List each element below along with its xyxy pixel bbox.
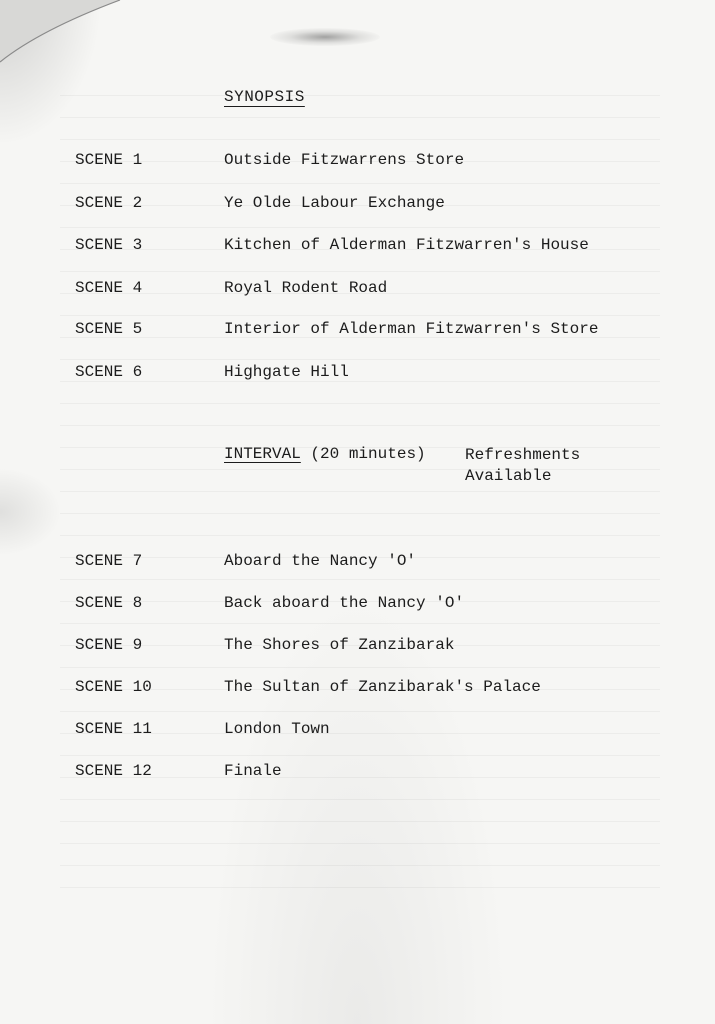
- scene-label: SCENE 6: [75, 363, 143, 381]
- synopsis-title: SYNOPSIS: [224, 88, 305, 106]
- scene-description: Highgate Hill: [224, 363, 349, 381]
- interval-duration: (20 minutes): [310, 445, 426, 463]
- scene-label: SCENE 4: [75, 279, 143, 297]
- scene-description: The Shores of Zanzibarak: [224, 636, 455, 654]
- scene-description: Ye Olde Labour Exchange: [224, 194, 445, 212]
- scene-description: Back aboard the Nancy 'O': [224, 594, 465, 612]
- available-line: Available: [465, 467, 552, 485]
- scene-description: Aboard the Nancy 'O': [224, 552, 417, 570]
- scene-label: SCENE 5: [75, 320, 143, 338]
- scene-description: Outside Fitzwarrens Store: [224, 151, 465, 169]
- scene-label: SCENE 2: [75, 194, 143, 212]
- scene-label: SCENE 8: [75, 594, 143, 612]
- scene-label: SCENE 7: [75, 552, 143, 570]
- scene-label: SCENE 12: [75, 762, 152, 780]
- scene-description: Kitchen of Alderman Fitzwarren's House: [224, 236, 589, 254]
- scene-label: SCENE 1: [75, 151, 143, 169]
- interval-line: [224, 445, 426, 463]
- scene-label: SCENE 10: [75, 678, 152, 696]
- scene-label: SCENE 3: [75, 236, 143, 254]
- scene-label: SCENE 9: [75, 636, 143, 654]
- scene-description: The Sultan of Zanzibarak's Palace: [224, 678, 541, 696]
- refreshments-note: [465, 445, 580, 487]
- scene-description: Royal Rodent Road: [224, 279, 388, 297]
- refreshments-line: Refreshments: [465, 446, 581, 464]
- folded-corner-mark: [0, 0, 130, 70]
- interval-word: INTERVAL: [224, 445, 301, 463]
- ink-smudge: [270, 28, 380, 46]
- scene-description: London Town: [224, 720, 330, 738]
- scene-description: Finale: [224, 762, 282, 780]
- scene-label: SCENE 11: [75, 720, 152, 738]
- scene-description: Interior of Alderman Fitzwarren's Store: [224, 320, 599, 338]
